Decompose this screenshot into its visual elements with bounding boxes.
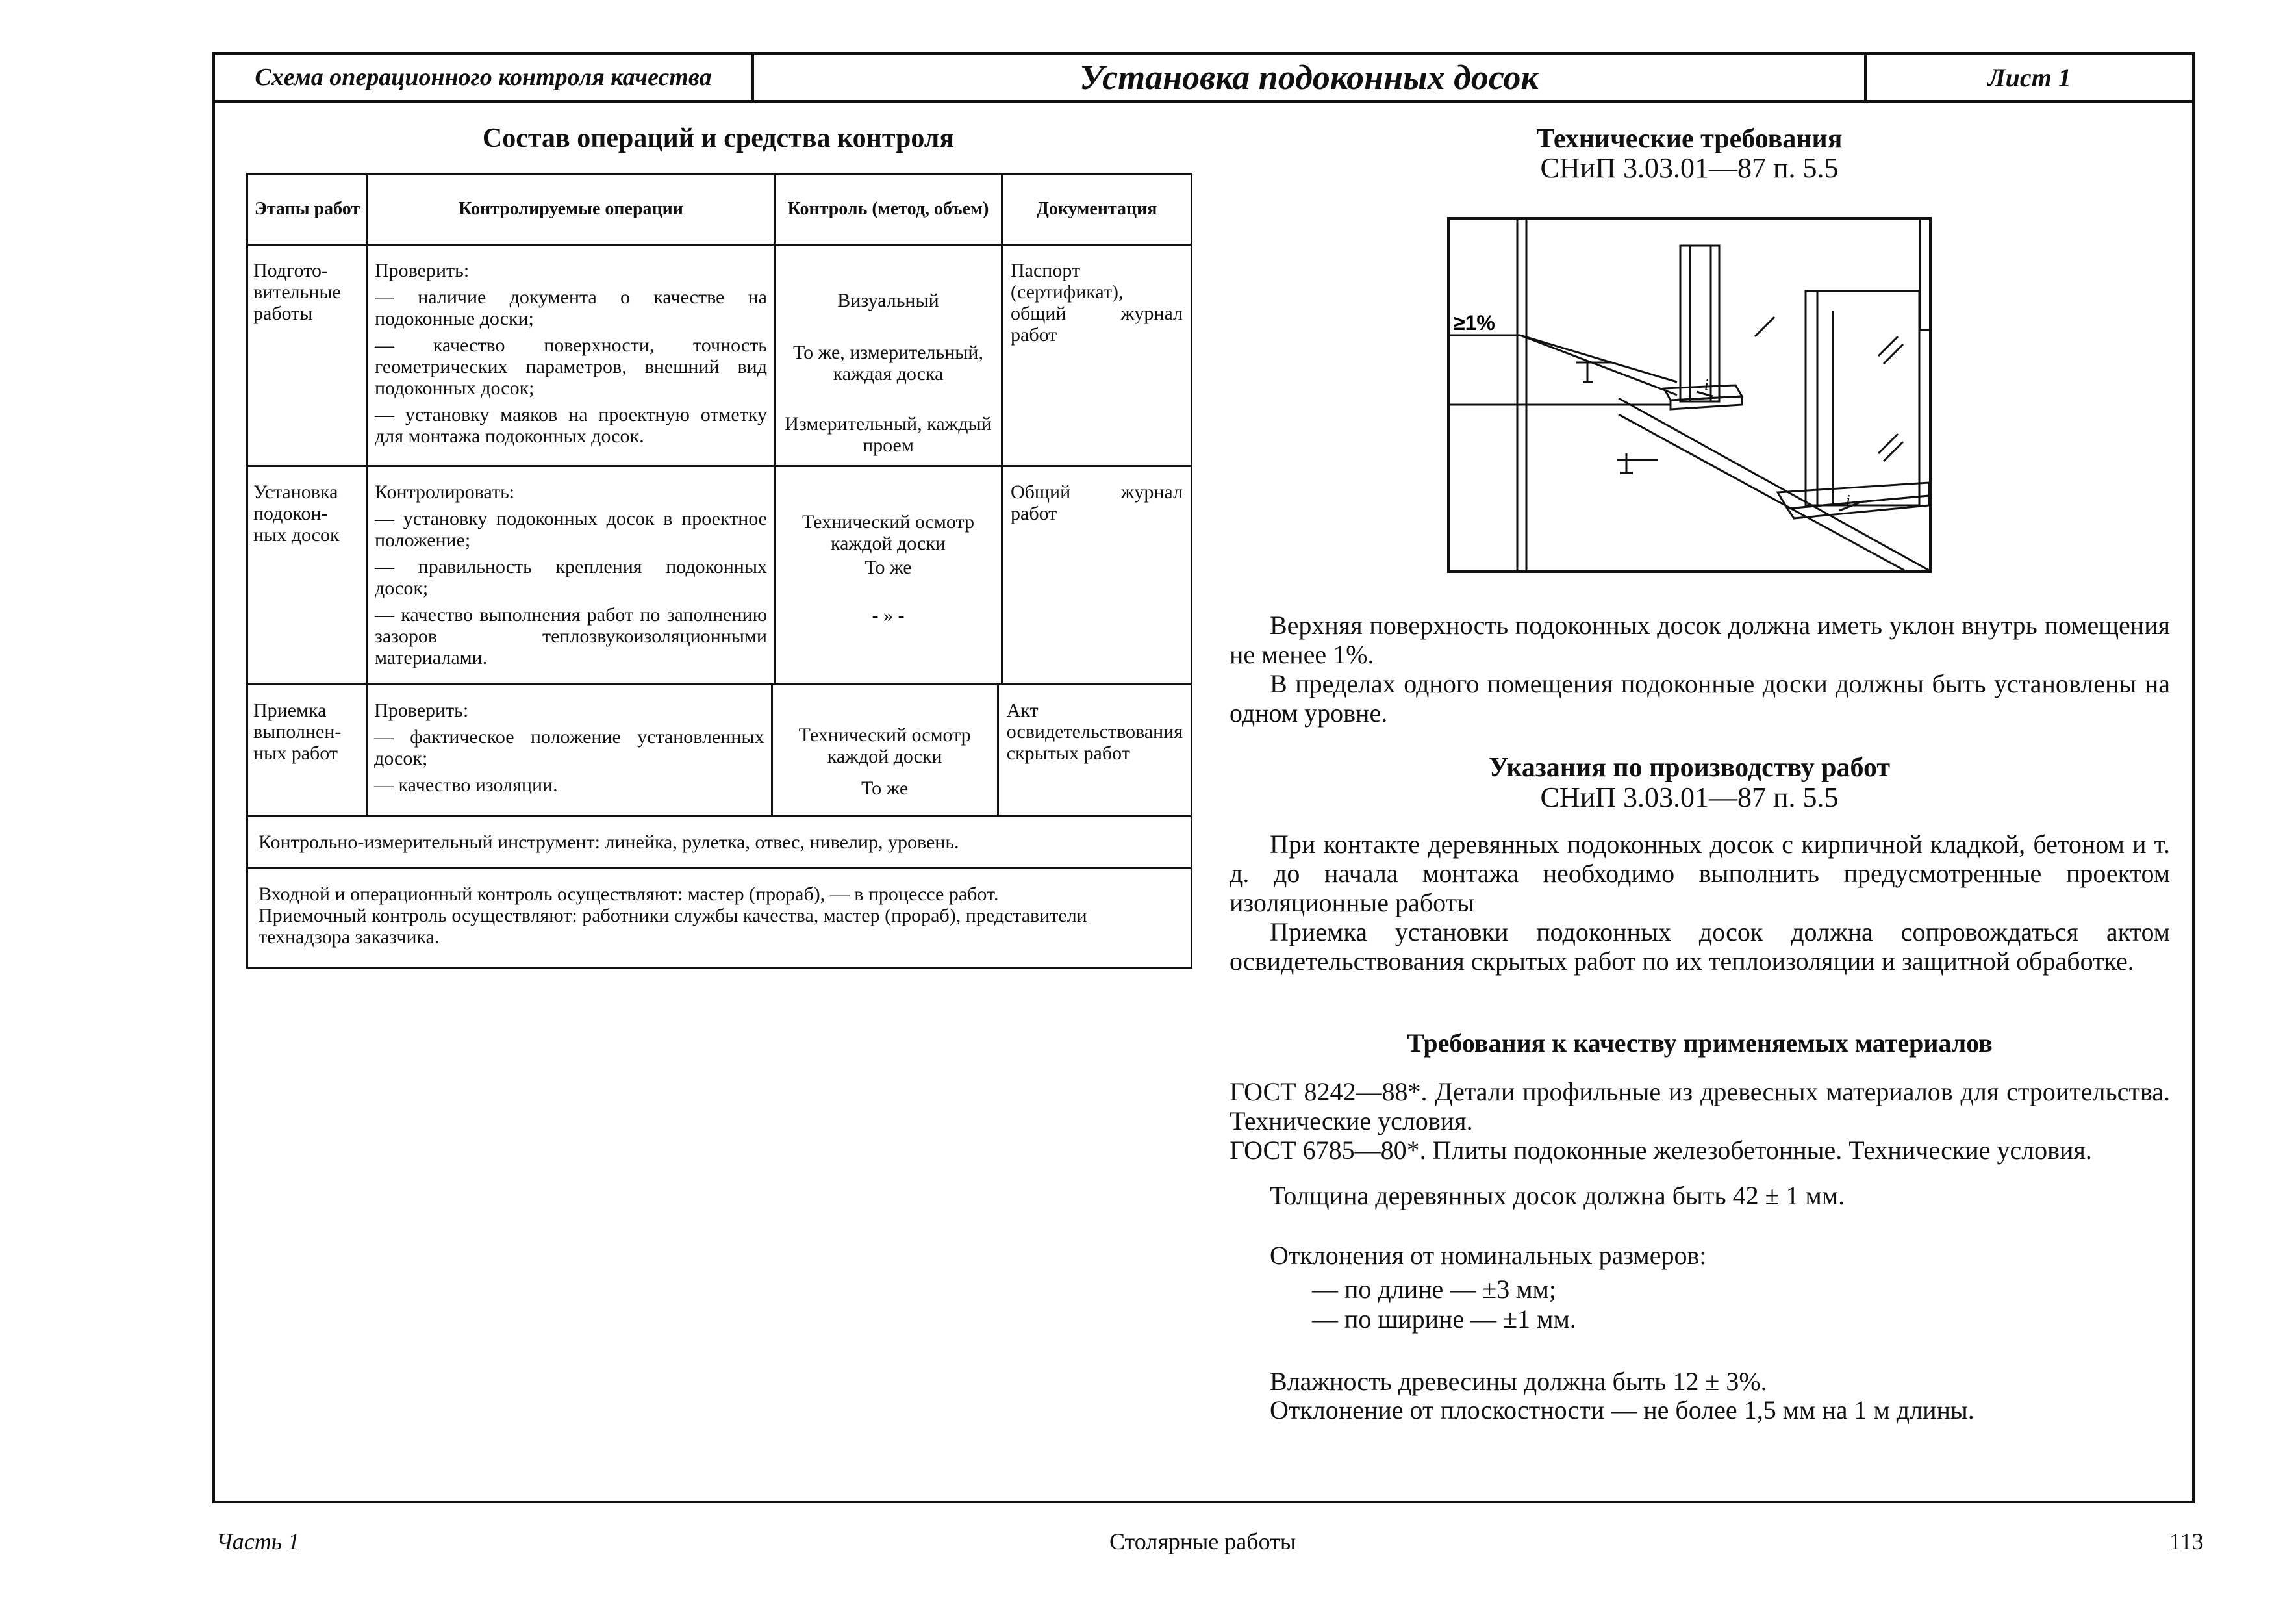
flatness-requirement: Отклонение от плоскостности — не более 1,5 мм на 1 м длины. [1270,1395,1974,1425]
documentation-cell: Акт освидетельствования скрытых работ [1006,700,1183,764]
control-method: - » - [872,605,905,626]
work-instructions-title: Указания по производству работ [1488,753,1891,783]
control-method: То же [864,557,912,578]
gost-reference: ГОСТ 8242—88*. Детали профильные из древесных материалов для строительства. Технические условия. [1230,1077,2170,1135]
footer-part: Часть 1 [216,1528,300,1554]
documentation-cell: Общий журнал работ [1011,481,1183,524]
control-note-line: Входной и операционный контроль осуществляют: мастер (прораб), — в процессе работ. [259,883,999,905]
column-header-documentation: Документация [1036,198,1157,219]
paragraph: При контакте деревянных подоконных досок с кирпичной кладкой, бетоном и т. д. до начала монтажа необходимо выполнить предусмотренные проектом изоляционные работы [1230,830,2170,917]
materials-title: Требования к качеству применяемых материалов [1407,1028,1993,1058]
work-instructions-ref: СНиП 3.03.01—87 п. 5.5 [1540,781,1839,813]
work-instructions-text [1230,830,2170,976]
operation-item: — установку подоконных досок в проектное положение; [375,508,767,551]
operation-lead: Проверить: [375,260,470,281]
control-responsibility-note [248,869,1191,967]
tech-requirements-title: Технические требования [1536,124,1843,154]
column-header-operations: Контролируемые операции [368,175,776,244]
operation-item: — качество выполнения работ по заполнению зазоров теплозвукоизоляционными материалами. [375,604,767,668]
column-header-stage: Этапы работ [248,175,368,244]
control-method: То же [861,778,909,799]
operation-item: — правильность крепления подоконных досок; [375,556,767,599]
footer-section: Столярные работы [1109,1528,1296,1554]
tech-requirements-ref: СНиП 3.03.01—87 п. 5.5 [1540,152,1839,184]
windowsill-drawing [1450,220,1929,570]
control-method: Технический осмотр каждой доски [798,724,971,767]
paragraph: Приемка установки подоконных досок должна сопровождаться актом освидетельствования скрытых работ по их теплоизоляции и защитной обработке. [1230,917,2170,976]
header-sheet-number: Лист 1 [1987,62,2071,92]
deviation-length: — по длине — ±3 мм; [1312,1275,1556,1304]
operation-lead: Контролировать: [375,481,515,503]
table-row-acceptance [248,685,1191,817]
operation-lead: Проверить: [374,700,469,721]
table-header-row [248,175,1191,246]
materials-standards [1230,1077,2170,1165]
operation-item: — наличие документа о качестве на подоконные доски; [375,286,767,329]
documentation-cell: Паспорт (сертификат), общий журнал работ [1011,260,1183,346]
tech-requirements-text [1230,611,2170,728]
windowsill-slope-figure [1447,217,1932,573]
deviation-width: — по ширине — ±1 мм. [1312,1304,1576,1334]
operations-table [246,173,1192,969]
operation-item: — качество изоляции. [374,774,558,796]
column-header-control: Контроль (метод, объем) [776,175,1003,244]
operation-item: — качество поверхности, точность геометрических параметров, внешний вид подоконных досок; [375,335,767,399]
gost-reference: ГОСТ 6785—80*. Плиты подоконные железобетонные. Технические условия. [1230,1135,2092,1165]
control-note-line: Приемочный контроль осуществляют: работники службы качества, мастер (прораб), представители технадзора заказчика. [259,905,1087,948]
control-method: Визуальный [837,290,939,311]
control-method: То же, измерительный, каждая доска [793,342,983,385]
header-title: Установка подоконных досок [754,55,1867,100]
control-method: Технический осмотр каждой доски [802,511,974,554]
operation-item: — фактическое положение установленных досок; [374,726,764,769]
table-row-installation [248,467,1191,685]
stage-cell: Приемка выполнен- ных работ [253,700,342,764]
paragraph: В пределах одного помещения подоконные доски должны быть установлены на одном уровне. [1230,669,2170,728]
operations-table-title: Состав операций и средства контроля [482,123,955,153]
control-method: Измерительный, каждый проем [785,413,992,456]
stage-cell: Подгото- вительные работы [253,260,341,324]
thickness-requirement: Толщина деревянных досок должна быть 42 ± 1 мм. [1270,1181,1845,1210]
table-row-preparation [248,246,1191,467]
slope-i-label: i [1846,492,1850,509]
header-scheme-label: Схема операционного контроля качества [215,55,754,100]
sheet-header [215,55,2192,103]
page-number: 113 [2169,1528,2204,1554]
instruments-note: Контрольно-измерительный инструмент: линейка, рулетка, отвес, нивелир, уровень. [248,817,1191,869]
slope-i-label: i [1704,377,1709,394]
slope-label: ≥1% [1454,311,1495,335]
operation-item: — установку маяков на проектную отметку для монтажа подоконных досок. [375,404,767,447]
moisture-requirement: Влажность древесины должна быть 12 ± 3%. [1270,1367,1767,1396]
deviations-lead: Отклонения от номинальных размеров: [1270,1241,1707,1270]
paragraph: Верхняя поверхность подоконных досок должна иметь уклон внутрь помещения не менее 1%. [1230,611,2170,669]
stage-cell: Установка подокон- ных досок [253,481,340,546]
